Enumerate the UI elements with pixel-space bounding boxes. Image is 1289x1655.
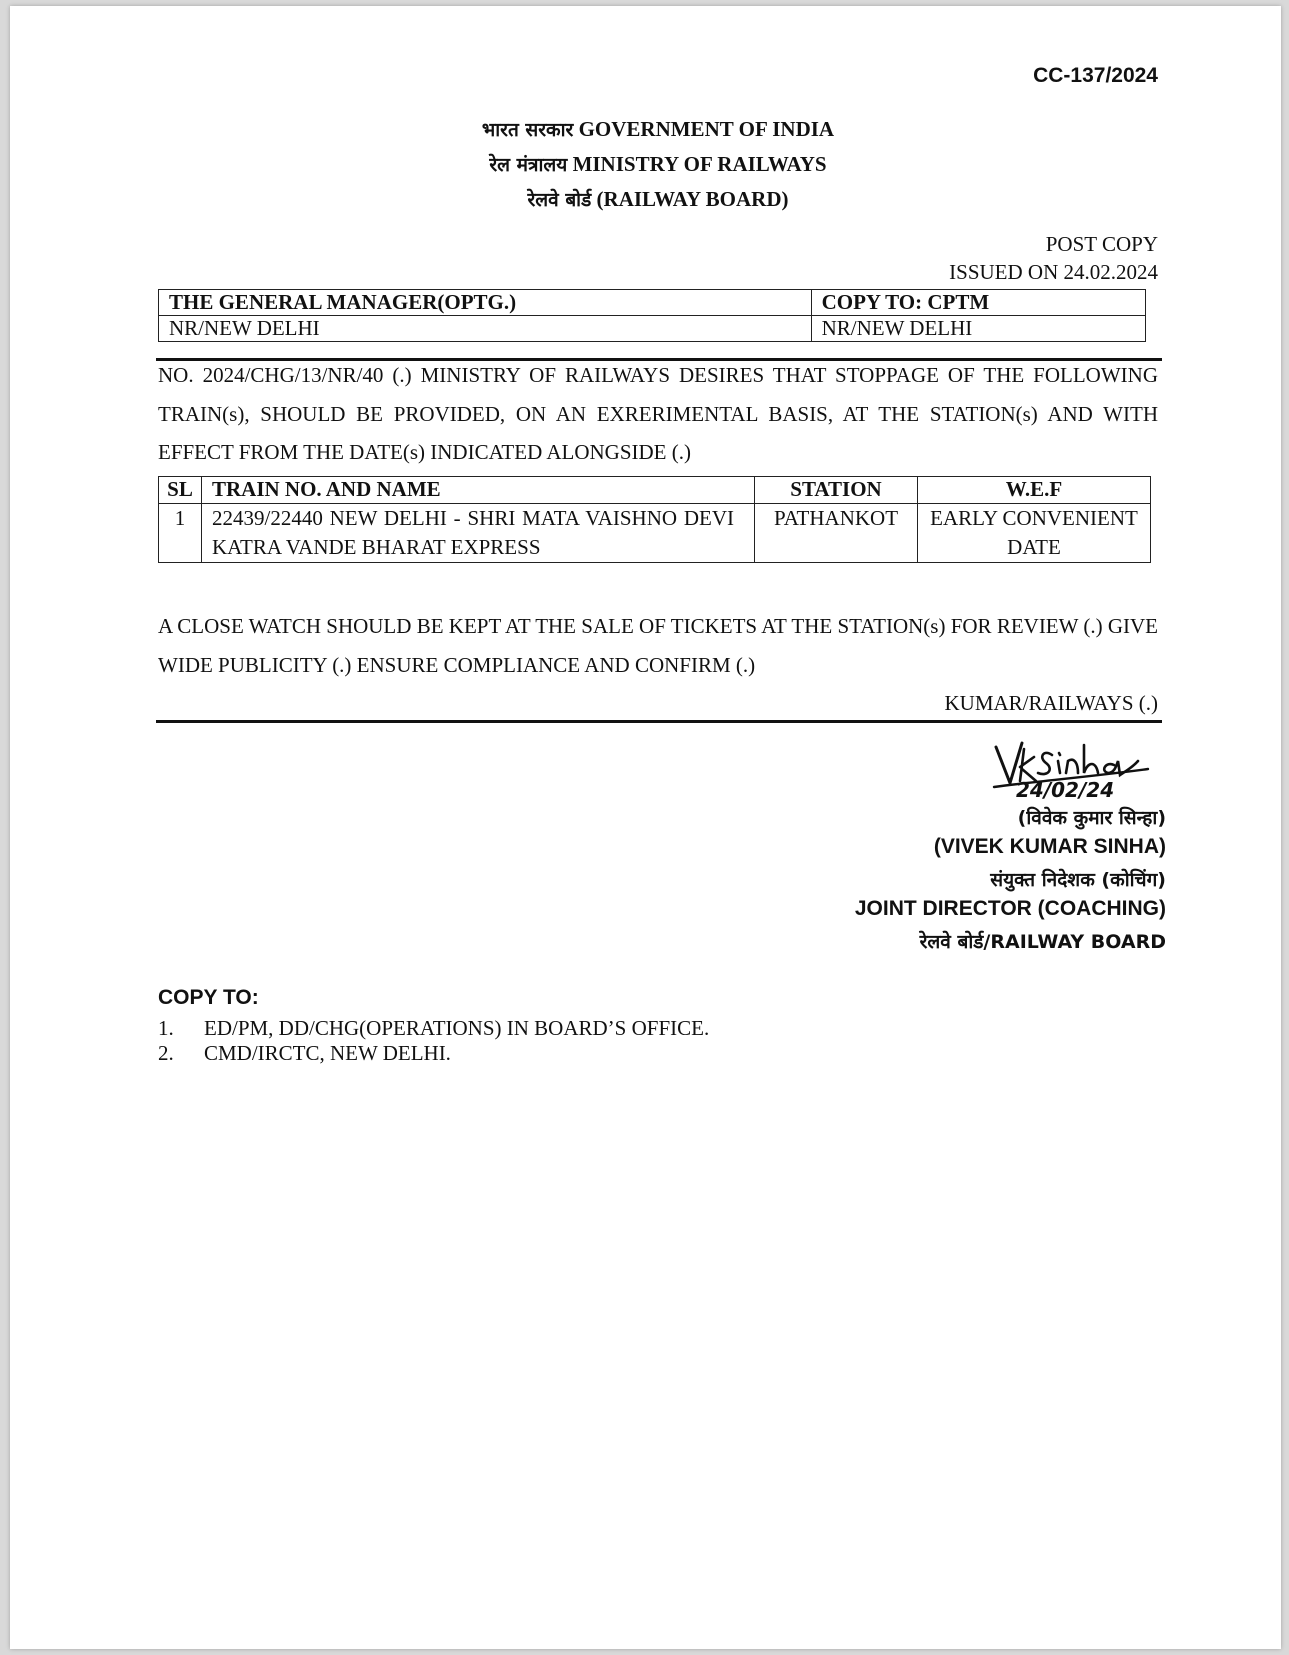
header-government-hindi: भारत सरकार [481,119,574,141]
list-item-text: ED/PM, DD/CHG(OPERATIONS) IN BOARD’S OFFICE. [204,1016,710,1040]
watch-paragraph: A CLOSE WATCH SHOULD BE KEPT AT THE SALE OF TICKETS AT THE STATION(s) FOR REVIEW (.) GIVE WIDE PUBLICITY (.) ENSURE COMPLIANCE AND CONFIRM (.) [158,614,1158,677]
divider-bottom [156,720,1162,723]
cell-train: 22439/22440 NEW DELHI - SHRI MATA VAISHNO DEVI KATRA VANDE BHARAT EXPRESS [202,504,755,563]
address-table [158,289,1146,342]
header-station: STATION [755,477,918,504]
signatory-name: (VIVEK KUMAR SINHA) [933,835,1166,858]
copy-to-list [158,1016,709,1066]
document-page [10,6,1281,1649]
header-ministry [158,151,1158,177]
cell-sl: 1 [159,504,202,563]
header-government [158,116,1158,142]
header-government-english: GOVERNMENT OF INDIA [578,117,835,141]
train-table [158,476,1151,563]
post-copy-label: POST COPY [1045,232,1158,256]
issued-date: ISSUED ON 24.02.2024 [949,260,1158,284]
cell-station: PATHANKOT [755,504,918,563]
table-row [159,504,1151,563]
signatory-designation: JOINT DIRECTOR (COACHING) [854,897,1166,920]
header-train: TRAIN NO. AND NAME [202,477,755,504]
list-item-number: 2. [158,1041,174,1065]
signature-date: 24/02/24 [1016,778,1115,799]
train-table-header [159,477,1151,504]
header-board-english: (RAILWAY BOARD) [596,187,789,211]
header-board-hindi: रेलवे बोर्ड [527,189,592,211]
list-item-number: 1. [158,1016,174,1040]
addressee-place: NR/NEW DELHI [159,316,812,342]
list-item [158,1016,709,1041]
list-item-text: CMD/IRCTC, NEW DELHI. [204,1041,451,1065]
header-ministry-english: MINISTRY OF RAILWAYS [572,152,827,176]
signatory-office: रेलवे बोर्ड/RAILWAY BOARD [919,931,1166,953]
cell-wef: EARLY CONVENIENT DATE [918,504,1151,563]
list-item [158,1041,709,1066]
copy-to-title: COPY TO: [158,986,259,1009]
copy-addressee-title: COPY TO: CPTM [811,290,1145,316]
addressee-title: THE GENERAL MANAGER(OPTG.) [159,290,812,316]
sign-off: KUMAR/RAILWAYS (.) [944,691,1158,715]
intro-paragraph: NO. 2024/CHG/13/NR/40 (.) MINISTRY OF RAILWAYS DESIRES THAT STOPPAGE OF THE FOLLOWING TRAIN(s), SHOULD BE PROVIDED, ON AN EXRERIMENTAL BASIS, AT THE STATION(s) AND WITH EFFECT FROM THE DATE(s) INDICATED ALONGSIDE (.) [158,363,1158,464]
header-wef: W.E.F [918,477,1151,504]
signatory-name-hindi: (विवेक कुमार सिन्हा) [1017,807,1166,829]
copy-addressee-place: NR/NEW DELHI [811,316,1145,342]
handwritten-signature [988,731,1163,799]
signatory-designation-hindi: संयुक्त निदेशक (कोचिंग) [990,869,1166,891]
header-ministry-hindi: रेल मंत्रालय [489,154,568,176]
header-board [158,186,1158,212]
circular-number: CC-137/2024 [1033,64,1158,87]
header-sl: SL [159,477,202,504]
